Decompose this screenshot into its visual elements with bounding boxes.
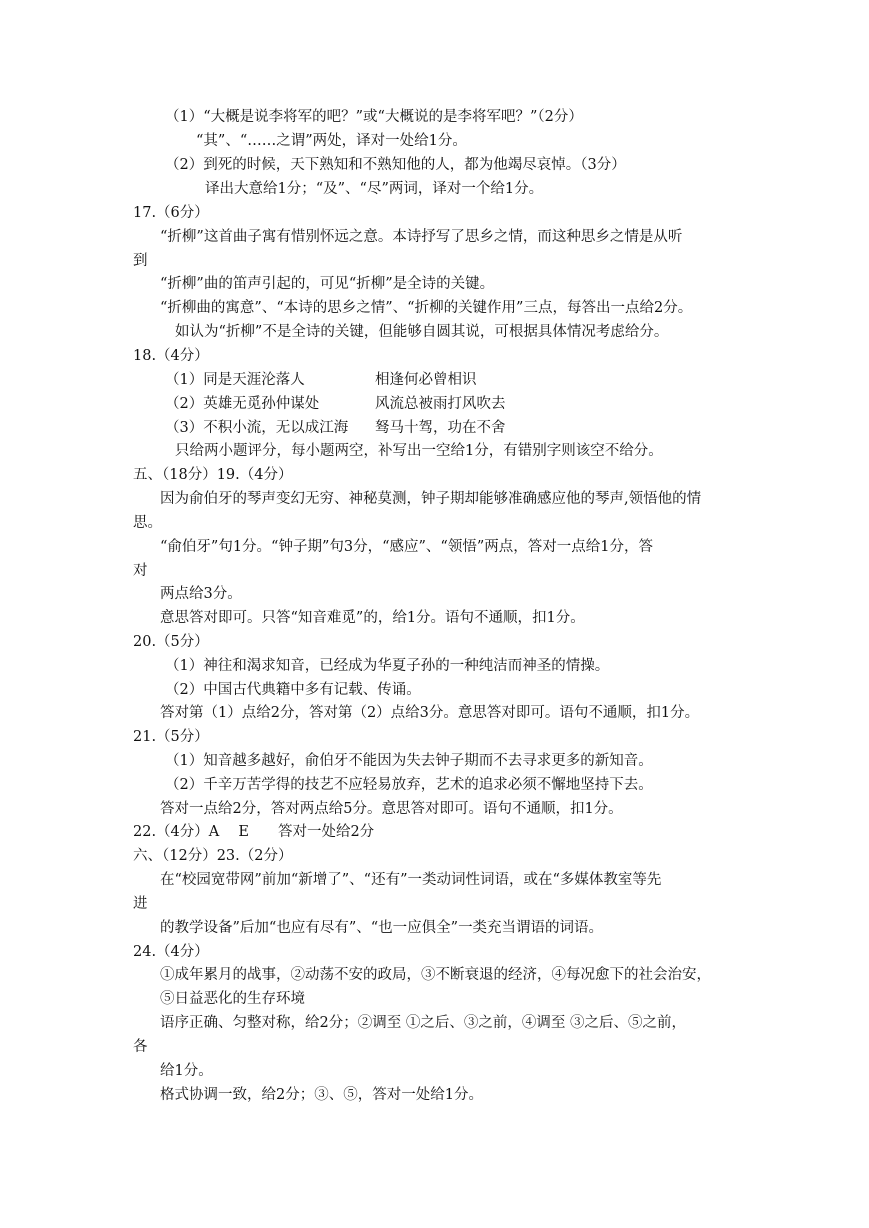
question-heading: 18.（4分） (133, 348, 209, 364)
text-line: （1）“大概是说李将军的吧？”或“大概说的是李将军吧？”（2分） (165, 109, 583, 125)
table-cell: （1）同是天涯沦落人 (165, 372, 305, 388)
question-heading: 22.（4分）A E 答对一处给2分 (133, 824, 375, 840)
text-line: （1）知音越多越好，俞伯牙不能因为失去钟子期而不去寻求更多的新知音。 (165, 753, 653, 769)
text-line: 各 (133, 1039, 148, 1055)
table-cell: 相逢何必曾相识 (375, 372, 477, 388)
text-line: 因为俞伯牙的琴声变幻无穷、神秘莫测，钟子期却能够准确感应他的琴声,领悟他的情 (160, 491, 702, 507)
text-line: 两点给3分。 (160, 586, 242, 602)
question-heading: 17.（6分） (133, 205, 209, 221)
text-line: 译出大意给1分；“及”、“尽”两词，译对一个给1分。 (205, 181, 544, 197)
text-line: “折柳曲的寓意”、“本诗的思乡之情”、“折柳的关键作用”三点，每答出一点给2分。 (160, 300, 693, 316)
text-line: “其”、“……之谓”两处，译对一处给1分。 (196, 133, 467, 149)
text-line: 语序正确、匀整对称，给2分；②调至 ①之后、③之前，④调至 ③之后、⑤之前， (160, 1015, 686, 1031)
section-heading: 六、（12分）23.（2分） (133, 848, 293, 864)
text-line: 对 (133, 563, 148, 579)
table-cell: 风流总被雨打风吹去 (375, 396, 506, 412)
text-line: “俞伯牙”句1分。“钟子期”句3分，“感应”、“领悟”两点，答对一点给1分，答 (160, 539, 653, 555)
text-line: 格式协调一致，给2分；③、⑤，答对一处给1分。 (160, 1087, 483, 1103)
table-row (165, 369, 477, 392)
question-heading: 24.（4分） (133, 944, 209, 960)
question-heading: 20.（5分） (133, 634, 209, 650)
table-cell: （3）不积小流，无以成江海 (165, 420, 349, 436)
text-line: 答对一点给2分，答对两点给5分。意思答对即可。语句不通顺，扣1分。 (160, 801, 623, 817)
text-line: （2）中国古代典籍中多有记载、传诵。 (165, 682, 421, 698)
text-line: 思。 (133, 515, 162, 531)
text-line: 在“校园宽带网”前加“新增了”、“还有”一类动词性词语，或在“多媒体教室等先 (160, 872, 662, 888)
text-line: （2）到死的时候，天下熟知和不熟知他的人，都为他竭尽哀悼。（3分） (165, 157, 626, 173)
question-heading: 21.（5分） (133, 729, 209, 745)
table-row (165, 393, 506, 416)
text-line: （1）神往和渴求知音，已经成为华夏子孙的一种纯洁而神圣的情操。 (165, 658, 610, 674)
table-cell: （2）英雄无觅孙仲谋处 (165, 396, 320, 412)
text-line: 给1分。 (160, 1063, 213, 1079)
text-line: （2）千辛万苦学得的技艺不应轻易放弃，艺术的追求必须不懈地坚持下去。 (165, 777, 653, 793)
text-line: “折柳”曲的笛声引起的，可见“折柳”是全诗的关键。 (160, 276, 495, 292)
section-heading: 五、（18分）19.（4分） (133, 467, 293, 483)
text-line: 到 (133, 253, 148, 269)
text-line: 进 (133, 896, 148, 912)
text-line: 答对第（1）点给2分，答对第（2）点给3分。意思答对即可。语句不通顺，扣1分。 (160, 705, 700, 721)
text-line: ⑤日益恶化的生存环境 (160, 991, 305, 1007)
table-cell: 驽马十驾，功在不舍 (375, 420, 506, 436)
text-line: “折柳”这首曲子寓有惜别怀远之意。本诗抒写了思乡之情，而这种思乡之情是从听 (160, 229, 683, 245)
text-line: 的教学设备”后加“也应有尽有”、“也一应俱全”一类充当谓语的词语。 (160, 920, 604, 936)
text-line: 如认为“折柳”不是全诗的关键，但能够自圆其说，可根据具体情况考虑给分。 (175, 324, 669, 340)
table-row (165, 417, 506, 440)
text-line: 只给两小题评分，每小题两空，补写出一空给1分，有错别字则该空不给分。 (175, 443, 663, 459)
text-line: ①成年累月的战事，②动荡不安的政局，③不断衰退的经济，④每况愈下的社会治安， (160, 967, 711, 983)
text-line: 意思答对即可。只答“知音难觅”的，给1分。语句不通顺，扣1分。 (160, 610, 585, 626)
